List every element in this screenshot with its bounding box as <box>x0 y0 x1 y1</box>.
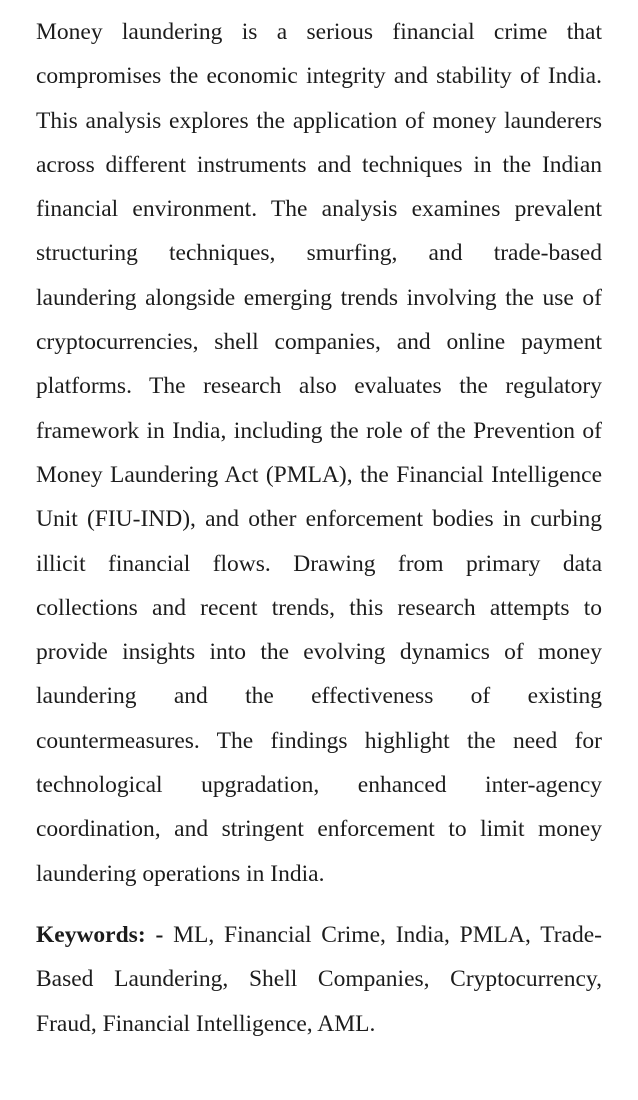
keywords-list: ML, Financial Crime, India, PMLA, Trade-Based Laundering, Shell Companies, Cryptocurrency, Fraud, Financial Intelligence, AML. <box>36 921 602 1037</box>
keywords-paragraph <box>36 913 602 1046</box>
keywords-label: Keywords: - <box>36 921 164 948</box>
abstract-paragraph: Money laundering is a serious financial crime that compromises the economic integrity and stability of India. This analysis explores the application of money launderers across different instruments and techniques in the Indian financial environment. The analysis examines prevalent structuring techniques, smurfing, and trade-based laundering alongside emerging trends involving the use of cryptocurrencies, shell companies, and online payment platforms. The research also evaluates the regulatory framework in India, including the role of the Prevention of Money Laundering Act (PMLA), the Financial Intelligence Unit (FIU-IND), and other enforcement bodies in curbing illicit financial flows. Drawing from primary data collections and recent trends, this research attempts to provide insights into the evolving dynamics of money laundering and the effectiveness of existing countermeasures. The findings highlight the need for technological upgradation, enhanced inter-agency coordination, and stringent enforcement to limit money laundering operations in India. <box>36 19 602 887</box>
